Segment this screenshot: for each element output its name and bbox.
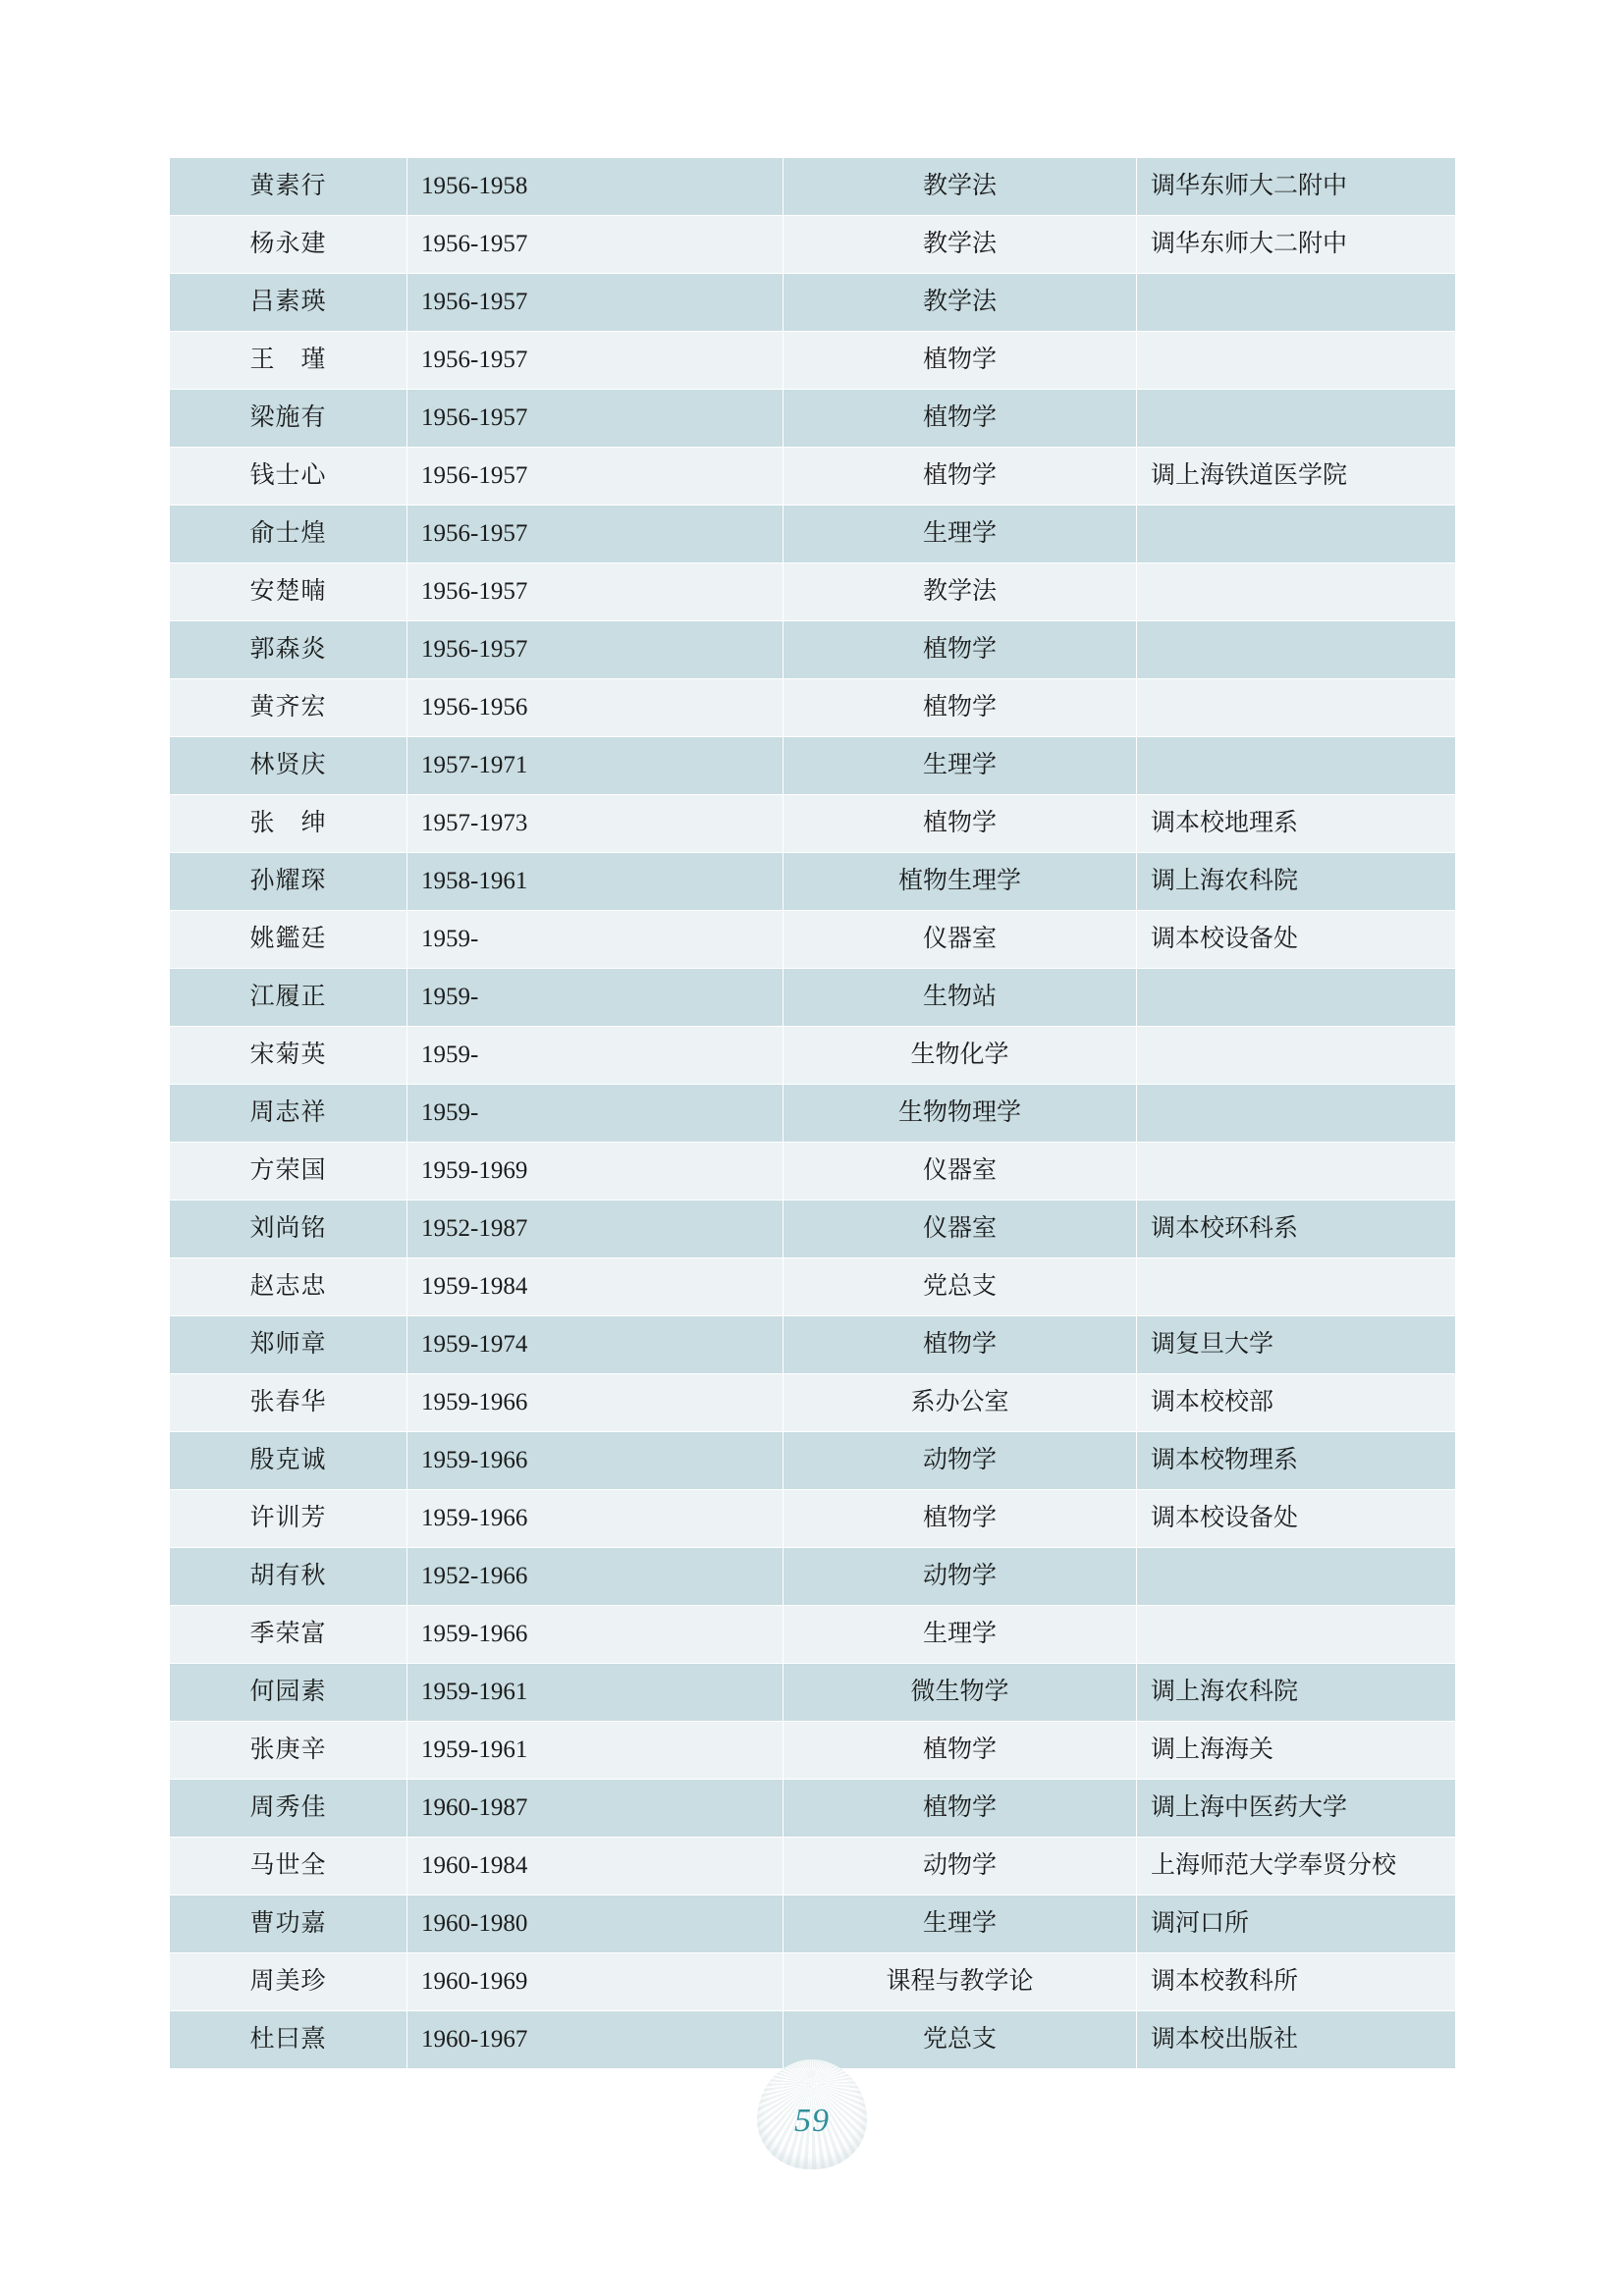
cell-field: 生物物理学 [784, 1085, 1137, 1143]
cell-name: 何园素 [170, 1664, 407, 1722]
faculty-roster-table [169, 157, 1456, 2069]
table-row [170, 737, 1456, 795]
cell-note: 调上海农科院 [1137, 853, 1456, 911]
cell-note [1137, 621, 1456, 679]
cell-note [1137, 737, 1456, 795]
cell-note: 调华东师大二附中 [1137, 158, 1456, 216]
cell-field: 动物学 [784, 1548, 1137, 1606]
cell-note [1137, 274, 1456, 332]
cell-field: 教学法 [784, 274, 1137, 332]
cell-name: 胡有秋 [170, 1548, 407, 1606]
cell-note: 调本校教科所 [1137, 1953, 1456, 2011]
cell-name: 周美珍 [170, 1953, 407, 2011]
cell-note: 调复旦大学 [1137, 1316, 1456, 1374]
cell-years: 1960-1967 [407, 2011, 784, 2069]
cell-years: 1956-1957 [407, 332, 784, 390]
cell-years: 1957-1973 [407, 795, 784, 853]
table-row [170, 332, 1456, 390]
cell-name: 赵志忠 [170, 1258, 407, 1316]
table-row [170, 621, 1456, 679]
cell-field: 植物学 [784, 621, 1137, 679]
cell-note [1137, 390, 1456, 448]
cell-field: 植物学 [784, 679, 1137, 737]
cell-name: 刘尚铭 [170, 1201, 407, 1258]
cell-field: 党总支 [784, 1258, 1137, 1316]
cell-field: 系办公室 [784, 1374, 1137, 1432]
cell-years: 1957-1971 [407, 737, 784, 795]
cell-name: 俞士煌 [170, 506, 407, 563]
table-row [170, 1722, 1456, 1780]
cell-note: 调本校环科系 [1137, 1201, 1456, 1258]
cell-years: 1956-1956 [407, 679, 784, 737]
table-row [170, 448, 1456, 506]
cell-field: 生理学 [784, 737, 1137, 795]
cell-name: 张 绅 [170, 795, 407, 853]
cell-name: 吕素瑛 [170, 274, 407, 332]
cell-name: 方荣国 [170, 1143, 407, 1201]
cell-note [1137, 1606, 1456, 1664]
table-row [170, 563, 1456, 621]
cell-note: 调本校地理系 [1137, 795, 1456, 853]
cell-name: 孙耀琛 [170, 853, 407, 911]
cell-note: 调本校设备处 [1137, 911, 1456, 969]
cell-years: 1959- [407, 911, 784, 969]
cell-years: 1956-1957 [407, 506, 784, 563]
cell-years: 1952-1966 [407, 1548, 784, 1606]
faculty-roster-body [170, 158, 1456, 2069]
cell-name: 黄齐宏 [170, 679, 407, 737]
cell-years: 1959- [407, 969, 784, 1027]
cell-field: 植物生理学 [784, 853, 1137, 911]
cell-name: 钱士心 [170, 448, 407, 506]
cell-field: 生物化学 [784, 1027, 1137, 1085]
table-row [170, 1316, 1456, 1374]
cell-name: 周秀佳 [170, 1780, 407, 1838]
cell-note: 调本校设备处 [1137, 1490, 1456, 1548]
cell-note: 调上海中医药大学 [1137, 1780, 1456, 1838]
cell-field: 仪器室 [784, 911, 1137, 969]
cell-field: 教学法 [784, 158, 1137, 216]
cell-years: 1952-1987 [407, 1201, 784, 1258]
cell-note [1137, 332, 1456, 390]
cell-name: 梁施有 [170, 390, 407, 448]
cell-years: 1960-1980 [407, 1896, 784, 1953]
cell-field: 植物学 [784, 390, 1137, 448]
table-row [170, 1953, 1456, 2011]
cell-field: 植物学 [784, 1722, 1137, 1780]
table-row [170, 1085, 1456, 1143]
cell-name: 江履正 [170, 969, 407, 1027]
cell-field: 动物学 [784, 1432, 1137, 1490]
cell-name: 郭森炎 [170, 621, 407, 679]
table-row [170, 1490, 1456, 1548]
cell-note [1137, 679, 1456, 737]
cell-years: 1956-1958 [407, 158, 784, 216]
cell-name: 王 瑾 [170, 332, 407, 390]
table-row [170, 506, 1456, 563]
cell-years: 1956-1957 [407, 390, 784, 448]
cell-field: 仪器室 [784, 1143, 1137, 1201]
cell-name: 许训芳 [170, 1490, 407, 1548]
cell-note: 调河口所 [1137, 1896, 1456, 1953]
table-row [170, 274, 1456, 332]
cell-years: 1960-1969 [407, 1953, 784, 2011]
cell-name: 张庚辛 [170, 1722, 407, 1780]
table-row [170, 1143, 1456, 1201]
cell-field: 仪器室 [784, 1201, 1137, 1258]
table-row [170, 216, 1456, 274]
table-row [170, 1664, 1456, 1722]
cell-field: 动物学 [784, 1838, 1137, 1896]
table-row [170, 1432, 1456, 1490]
cell-name: 季荣富 [170, 1606, 407, 1664]
cell-field: 党总支 [784, 2011, 1137, 2069]
cell-note [1137, 1027, 1456, 1085]
cell-years: 1959-1961 [407, 1664, 784, 1722]
cell-field: 植物学 [784, 795, 1137, 853]
cell-years: 1959-1961 [407, 1722, 784, 1780]
cell-years: 1959-1969 [407, 1143, 784, 1201]
cell-note [1137, 563, 1456, 621]
cell-note: 调上海铁道医学院 [1137, 448, 1456, 506]
cell-name: 张春华 [170, 1374, 407, 1432]
cell-name: 林贤庆 [170, 737, 407, 795]
cell-name: 郑师章 [170, 1316, 407, 1374]
table-row [170, 1780, 1456, 1838]
cell-years: 1956-1957 [407, 448, 784, 506]
table-row [170, 969, 1456, 1027]
cell-years: 1956-1957 [407, 216, 784, 274]
table-row [170, 1201, 1456, 1258]
cell-years: 1959-1984 [407, 1258, 784, 1316]
cell-field: 植物学 [784, 1780, 1137, 1838]
cell-years: 1956-1957 [407, 274, 784, 332]
cell-field: 生物站 [784, 969, 1137, 1027]
cell-field: 植物学 [784, 1316, 1137, 1374]
cell-name: 宋菊英 [170, 1027, 407, 1085]
table-row [170, 795, 1456, 853]
page-number: 59 [794, 2103, 830, 2139]
cell-years: 1956-1957 [407, 621, 784, 679]
cell-note: 调本校出版社 [1137, 2011, 1456, 2069]
cell-years: 1960-1984 [407, 1838, 784, 1896]
cell-years: 1959-1966 [407, 1374, 784, 1432]
cell-note: 调本校物理系 [1137, 1432, 1456, 1490]
cell-years: 1960-1987 [407, 1780, 784, 1838]
cell-name: 黄素行 [170, 158, 407, 216]
table-row [170, 853, 1456, 911]
cell-years: 1959-1966 [407, 1606, 784, 1664]
cell-years: 1959- [407, 1027, 784, 1085]
cell-note: 调上海农科院 [1137, 1664, 1456, 1722]
cell-note: 调华东师大二附中 [1137, 216, 1456, 274]
table-row [170, 1606, 1456, 1664]
cell-name: 周志祥 [170, 1085, 407, 1143]
cell-field: 生理学 [784, 506, 1137, 563]
page-number-ornament [757, 2059, 867, 2169]
cell-years: 1959- [407, 1085, 784, 1143]
cell-field: 教学法 [784, 563, 1137, 621]
cell-name: 安楚暔 [170, 563, 407, 621]
table-row [170, 1896, 1456, 1953]
cell-note: 调本校校部 [1137, 1374, 1456, 1432]
table-row [170, 1027, 1456, 1085]
cell-note: 调上海海关 [1137, 1722, 1456, 1780]
table-row [170, 1838, 1456, 1896]
table-row [170, 390, 1456, 448]
cell-name: 杜曰熹 [170, 2011, 407, 2069]
cell-note [1137, 1258, 1456, 1316]
table-row [170, 679, 1456, 737]
cell-note [1137, 1548, 1456, 1606]
table-row [170, 158, 1456, 216]
cell-field: 生理学 [784, 1606, 1137, 1664]
cell-years: 1959-1966 [407, 1432, 784, 1490]
cell-field: 微生物学 [784, 1664, 1137, 1722]
table-row [170, 1548, 1456, 1606]
cell-field: 植物学 [784, 1490, 1137, 1548]
cell-years: 1959-1966 [407, 1490, 784, 1548]
cell-years: 1959-1974 [407, 1316, 784, 1374]
cell-name: 姚鑑廷 [170, 911, 407, 969]
cell-note: 上海师范大学奉贤分校 [1137, 1838, 1456, 1896]
cell-field: 教学法 [784, 216, 1137, 274]
cell-name: 殷克诚 [170, 1432, 407, 1490]
table-row [170, 911, 1456, 969]
cell-note [1137, 506, 1456, 563]
cell-name: 曹功嘉 [170, 1896, 407, 1953]
cell-note [1137, 1085, 1456, 1143]
cell-note [1137, 1143, 1456, 1201]
cell-field: 生理学 [784, 1896, 1137, 1953]
cell-field: 课程与教学论 [784, 1953, 1137, 2011]
table-row [170, 1374, 1456, 1432]
cell-field: 植物学 [784, 448, 1137, 506]
cell-note [1137, 969, 1456, 1027]
cell-name: 杨永建 [170, 216, 407, 274]
cell-years: 1956-1957 [407, 563, 784, 621]
cell-field: 植物学 [784, 332, 1137, 390]
table-row [170, 1258, 1456, 1316]
cell-years: 1958-1961 [407, 853, 784, 911]
cell-name: 马世全 [170, 1838, 407, 1896]
faculty-roster-table-wrapper [169, 157, 1455, 2069]
